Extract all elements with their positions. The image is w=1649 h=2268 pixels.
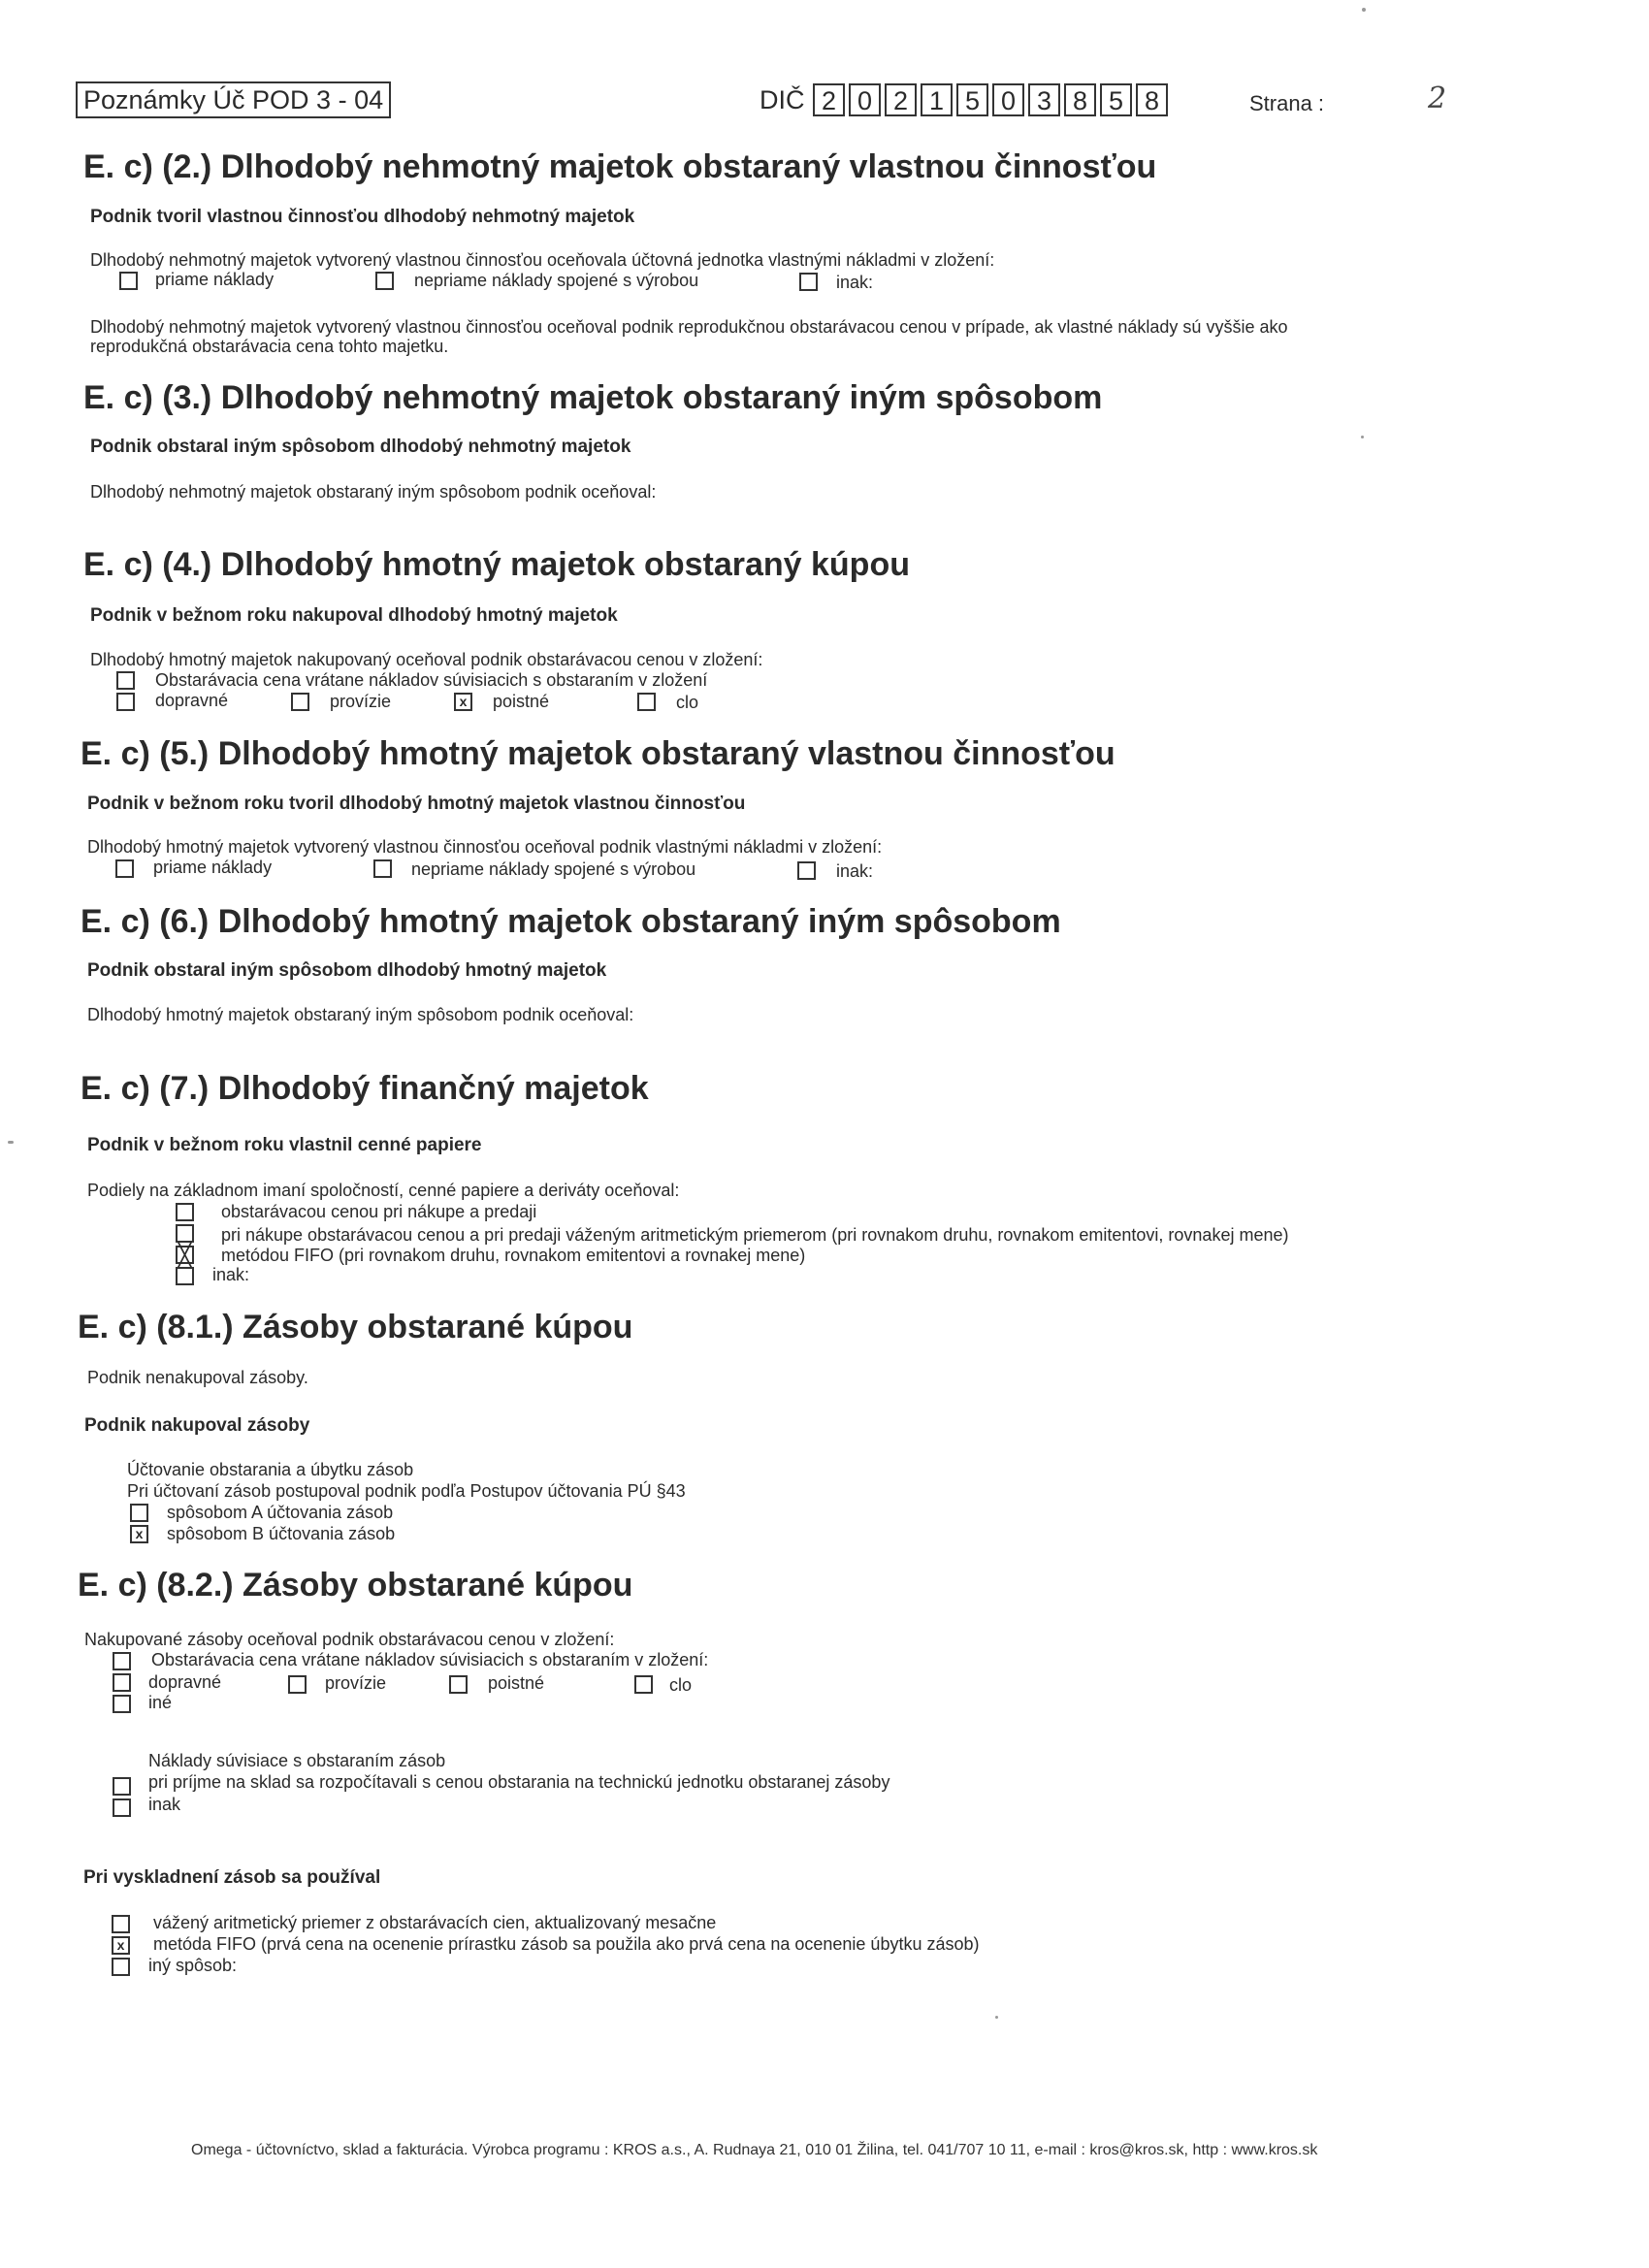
checkbox-checked[interactable]: ╳ — [176, 1246, 194, 1264]
checkbox[interactable] — [113, 1777, 131, 1796]
section-title-4: E. c) (4.) Dlhodobý hmotný majetok obstaraný kúpou — [83, 546, 910, 583]
s5-option-label: nepriame náklady spojené s výrobou — [411, 859, 696, 879]
checkbox[interactable] — [116, 671, 135, 690]
s2-paragraph: Dlhodobý nehmotný majetok vytvorený vlastnou činnosťou oceňoval podnik reprodukčnou obstarávacou cenou v prípade, ak vlastné náklady sú vyššie ako — [90, 317, 1288, 337]
section-title-3: E. c) (3.) Dlhodobý nehmotný majetok obstaraný iným spôsobom — [83, 379, 1103, 416]
section-title-2: E. c) (2.) Dlhodobý nehmotný majetok obstaraný vlastnou činnosťou — [83, 148, 1157, 185]
dic-digit: 0 — [992, 83, 1024, 116]
s82-costs-title: Náklady súvisiace s obstaraním zásob — [148, 1751, 446, 1770]
section-subtitle-8-1: Podnik nakupoval zásoby — [84, 1415, 310, 1436]
s7-option-label: inak: — [212, 1265, 250, 1284]
form-code: Poznámky Úč POD 3 - 04 — [83, 85, 384, 114]
s5-option-label: inak: — [836, 861, 874, 881]
s7-option-label: obstarávacou cenou pri nákupe a predaji — [221, 1202, 537, 1221]
dic-digit: 0 — [849, 83, 881, 116]
checkbox[interactable] — [115, 859, 134, 878]
s82-option-label: provízie — [325, 1673, 387, 1693]
s82-costs-option: inak — [148, 1795, 181, 1814]
scan-speck — [8, 1141, 14, 1144]
s82-issue-option: iný spôsob: — [148, 1956, 238, 1975]
footer-text: Omega - účtovníctvo, sklad a fakturácia. Výrobca programu : KROS a.s., A. Rudnaya 21, 010 01 Žilina, tel. 041/707 10 11, e-mail : kros@kros.sk, http : www.kros.sk — [191, 2142, 1318, 2158]
checkbox[interactable] — [797, 861, 816, 880]
s7-option-label: metódou FIFO (pri rovnakom druhu, rovnakom emitentovi a rovnakej mene) — [221, 1246, 806, 1265]
page-number: 2 — [1428, 81, 1447, 115]
s2-option-label: nepriame náklady spojené s výrobou — [414, 271, 699, 290]
checkbox[interactable] — [176, 1267, 194, 1285]
section-subtitle-6: Podnik obstaral iným spôsobom dlhodobý hmotný majetok — [87, 960, 607, 981]
section-title-7: E. c) (7.) Dlhodobý finančný majetok — [81, 1070, 649, 1107]
dic-field — [813, 83, 1168, 116]
checkbox-checked[interactable]: x — [130, 1525, 148, 1543]
scan-speck — [995, 2016, 998, 2019]
s81-option-label: spôsobom B účtovania zásob — [167, 1524, 396, 1543]
s2-option-label: priame náklady — [155, 270, 275, 289]
page-label: Strana : — [1249, 91, 1325, 115]
section-title-6: E. c) (6.) Dlhodobý hmotný majetok obstaraný iným spôsobom — [81, 903, 1061, 940]
checkbox-checked[interactable]: x — [112, 1936, 130, 1955]
checkbox[interactable] — [634, 1675, 653, 1694]
checkbox[interactable] — [373, 859, 392, 878]
s5-option-label: priame náklady — [153, 858, 273, 877]
scan-speck — [1361, 436, 1364, 438]
s82-issue-title: Pri vyskladnení zásob sa používal — [83, 1867, 381, 1888]
dic-label: DIČ — [760, 85, 805, 114]
s4-option-label: poistné — [493, 692, 550, 711]
s6-line1: Dlhodobý hmotný majetok obstaraný iným spôsobom podnik oceňoval: — [87, 1005, 634, 1024]
section-title-5: E. c) (5.) Dlhodobý hmotný majetok obstaraný vlastnou činnosťou — [81, 735, 1116, 772]
checkbox[interactable] — [113, 1652, 131, 1670]
s82-option-label: dopravné — [148, 1672, 222, 1692]
scan-speck — [1362, 8, 1366, 12]
s3-line1: Dlhodobý nehmotný majetok obstaraný iným spôsobom podnik oceňoval: — [90, 482, 657, 502]
form-code-box — [76, 81, 391, 118]
s4-option-label: dopravné — [155, 691, 229, 710]
section-title-8-2: E. c) (8.2.) Zásoby obstarané kúpou — [78, 1567, 633, 1604]
s81-option-label: spôsobom A účtovania zásob — [167, 1503, 394, 1522]
s82-option-label: poistné — [488, 1673, 545, 1693]
checkbox[interactable] — [113, 1798, 131, 1817]
s4-option-label: clo — [676, 693, 699, 712]
s4-option-label: provízie — [330, 692, 392, 711]
checkbox[interactable] — [449, 1675, 468, 1694]
section-subtitle-5: Podnik v bežnom roku tvoril dlhodobý hmotný majetok vlastnou činnosťou — [87, 794, 746, 814]
checkbox[interactable] — [288, 1675, 307, 1694]
dic-digit: 5 — [1100, 83, 1132, 116]
s4-line1: Dlhodobý hmotný majetok nakupovaný oceňoval podnik obstarávacou cenou v zložení: — [90, 650, 763, 669]
s82-option-label: Obstarávacia cena vrátane nákladov súvisiacich s obstaraním v zložení: — [151, 1650, 709, 1669]
s2-paragraph: reprodukčná obstarávacia cena tohto majetku. — [90, 337, 449, 356]
s82-line1: Nakupované zásoby oceňoval podnik obstarávacou cenou v zložení: — [84, 1630, 615, 1649]
s82-option-label: clo — [669, 1675, 693, 1695]
s81-line1: Účtovanie obstarania a úbytku zásob — [127, 1460, 414, 1479]
checkbox[interactable] — [112, 1958, 130, 1976]
s82-option-label: iné — [148, 1693, 173, 1712]
dic-digit: 3 — [1028, 83, 1060, 116]
s2-line1: Dlhodobý nehmotný majetok vytvorený vlastnou činnosťou oceňovala účtovná jednotka vlastnými nákladmi v zložení: — [90, 250, 995, 270]
dic-digit: 8 — [1136, 83, 1168, 116]
section-subtitle-2: Podnik tvoril vlastnou činnosťou dlhodobý nehmotný majetok — [90, 207, 635, 227]
section-subtitle-3: Podnik obstaral iným spôsobom dlhodobý nehmotný majetok — [90, 437, 631, 457]
s82-issue-option: vážený aritmetický priemer z obstarávacích cien, aktualizovaný mesačne — [153, 1913, 717, 1932]
dic-digit: 5 — [956, 83, 988, 116]
checkbox-checked[interactable]: x — [454, 693, 472, 711]
checkbox[interactable] — [113, 1695, 131, 1713]
s81-no-purchase: Podnik nenakupoval zásoby. — [87, 1368, 308, 1387]
section-subtitle-4: Podnik v bežnom roku nakupoval dlhodobý hmotný majetok — [90, 605, 618, 626]
dic-digit: 2 — [813, 83, 845, 116]
s7-line1: Podiely na základnom imaní spoločností, cenné papiere a deriváty oceňoval: — [87, 1181, 680, 1200]
checkbox[interactable] — [799, 273, 818, 291]
s4-option-label: Obstarávacia cena vrátane nákladov súvisiacich s obstaraním v zložení — [155, 670, 708, 690]
checkbox[interactable] — [176, 1203, 194, 1221]
dic-digit: 2 — [885, 83, 917, 116]
s82-issue-option: metóda FIFO (prvá cena na ocenenie prírastku zásob sa použila ako prvá cena na ocenenie úbytku zásob) — [153, 1934, 980, 1954]
checkbox[interactable] — [116, 693, 135, 711]
checkbox[interactable] — [130, 1504, 148, 1522]
s82-costs-option: pri príjme na sklad sa rozpočítavali s cenou obstarania na technickú jednotku obstaranej zásoby — [148, 1772, 890, 1792]
s7-option-label: pri nákupe obstarávacou cenou a pri predaji váženým aritmetickým priemerom (pri rovnakom druhu, rovnakom emitentovi, rovnakej mene) — [221, 1225, 1289, 1245]
checkbox[interactable] — [291, 693, 309, 711]
checkbox[interactable] — [637, 693, 656, 711]
s5-line1: Dlhodobý hmotný majetok vytvorený vlastnou činnosťou oceňoval podnik vlastnými nákladmi v zložení: — [87, 837, 883, 857]
checkbox[interactable] — [112, 1915, 130, 1933]
dic-digit: 1 — [921, 83, 953, 116]
s2-option-label: inak: — [836, 273, 874, 292]
dic-digit: 8 — [1064, 83, 1096, 116]
checkbox[interactable] — [176, 1224, 194, 1243]
checkbox[interactable] — [375, 272, 394, 290]
checkbox[interactable] — [119, 272, 138, 290]
section-subtitle-7: Podnik v bežnom roku vlastnil cenné papiere — [87, 1135, 482, 1155]
section-title-8-1: E. c) (8.1.) Zásoby obstarané kúpou — [78, 1309, 633, 1345]
s81-line2: Pri účtovaní zásob postupoval podnik podľa Postupov účtovania PÚ §43 — [127, 1481, 686, 1501]
checkbox[interactable] — [113, 1673, 131, 1692]
